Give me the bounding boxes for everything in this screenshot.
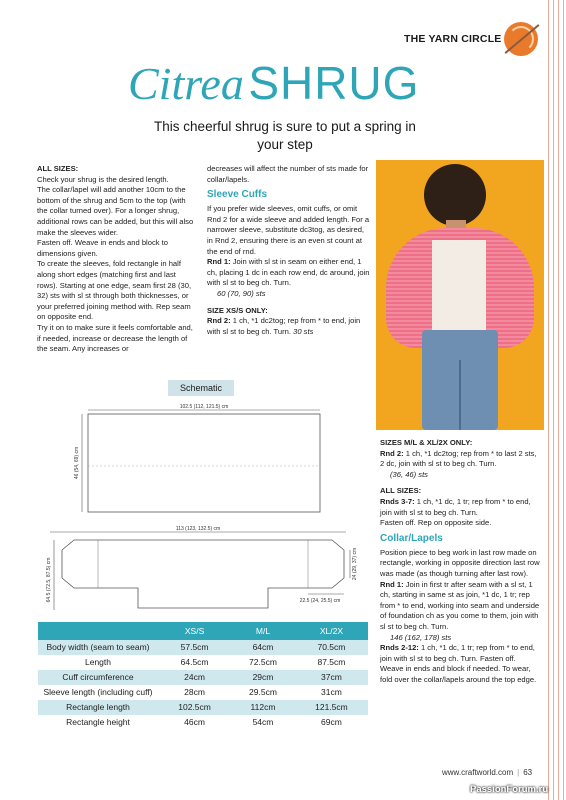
- photo-hair: [424, 164, 486, 226]
- paragraph: Check your shrug is the desired length.: [37, 174, 169, 184]
- total-width-label: 113 (123, 132.5) cm: [175, 526, 221, 532]
- sleeve-cuffs-heading: Sleeve Cuffs: [207, 189, 268, 201]
- table-cell: 64cm: [231, 640, 295, 655]
- all-sizes-heading: ALL SIZES:: [37, 164, 79, 173]
- rnd-text: Join in first tr after seam with a sl st, 1 ch, starting in same st as join, *1 dc, 1 tr; rep from * to end, working into seam and underside of foundation ch as you come to them, join with sl st to beg ch. Turn.: [380, 579, 540, 631]
- rnds-3-7: [380, 497, 542, 518]
- table-row: [38, 685, 368, 700]
- paragraph: Try it on to make sure it feels comfortable and, if needed, increase or decrease the length of the seam. Any increases or: [37, 322, 193, 354]
- paragraph: Fasten off. Rep on opposite side.: [380, 518, 492, 528]
- size-table: [38, 622, 368, 730]
- schematic-diagram: [38, 400, 368, 620]
- page-number: 63: [523, 768, 533, 777]
- rnd-2: [207, 316, 370, 337]
- rect-width-label: 102.5 (112, 121.5) cm: [179, 404, 229, 410]
- title-caps: SHRUG: [248, 57, 420, 109]
- table-header: [38, 622, 158, 640]
- photo-jeans-seam: [459, 360, 461, 430]
- table-header: XS/S: [158, 622, 231, 640]
- collar-rnds-2-12: [380, 643, 542, 664]
- model-photo: [376, 160, 544, 430]
- table-cell: Sleeve length (including cuff): [38, 685, 158, 700]
- rnd-2: [380, 449, 542, 470]
- table-cell: 37cm: [295, 670, 368, 685]
- rnd-text: Join with sl st in seam on either end, 1 ch, placing 1 dc in each row end, dc around, join with sl st to beg ch. Turn.: [207, 257, 370, 288]
- table-cell: 54cm: [231, 715, 295, 730]
- rnd-label: Rnds 3-7:: [380, 496, 415, 506]
- table-cell: 112cm: [231, 700, 295, 715]
- table-cell: 29cm: [231, 670, 295, 685]
- table-cell: Length: [38, 655, 158, 670]
- table-cell: 57.5cm: [158, 640, 231, 655]
- size-heading: SIZES M/L & XL/2X ONLY:: [380, 438, 473, 447]
- rnd-label: Rnd 2:: [207, 316, 231, 326]
- rnd-label: Rnds 2-12:: [380, 643, 419, 653]
- paragraph: The collar/lapel will add another 10cm to the bottom of the shrug and 5cm to the top (with the collar turned over). For a longer shrug, additional rows can be added, but this will also make the sleeves wider.: [37, 185, 194, 237]
- table-row: [38, 700, 368, 715]
- table-cell: Rectangle height: [38, 715, 158, 730]
- table-cell: 24cm: [158, 670, 231, 685]
- paragraph: If you prefer wide sleeves, omit cuffs, or omit Rnd 2 for a wide sleeve and added length. For a narrower sleeve, substitute dc3tog, as desired, in Rnd 2, ensuring there is an even st count at the end of rnd.: [207, 204, 370, 256]
- middle-column: [207, 164, 370, 337]
- table-cell: 102.5cm: [158, 700, 231, 715]
- table-cell: 64.5cm: [158, 655, 231, 670]
- table-header: XL/2X: [295, 622, 368, 640]
- website-link[interactable]: www.craftworld.com: [442, 768, 514, 777]
- all-sizes-heading: ALL SIZES:: [380, 486, 422, 496]
- rnd-1: [207, 257, 370, 289]
- paragraph: Position piece to beg work in last row made on rectangle, working in opposite direction last row was made (as though turning after last row).: [380, 547, 540, 578]
- cuff-height-label: 24 (29, 37) cm: [352, 547, 358, 581]
- table-cell: 28cm: [158, 685, 231, 700]
- stitch-count: 30 sts: [293, 326, 314, 336]
- rnd-text: 1 ch, *1 dc2tog; rep from * to last 2 sts, 2 dc, join with sl st to beg ch. Turn.: [380, 448, 537, 469]
- table-cell: Cuff circumference: [38, 670, 158, 685]
- stitch-count: 146 (162, 178) sts: [390, 632, 452, 642]
- rnd-text: 1 ch, *1 dc, 1 tr; rep from * to end, join with sl st to beg ch. Turn.: [380, 496, 531, 517]
- stitch-count: 60 (70, 90) sts: [217, 288, 266, 298]
- table-cell: 29.5cm: [231, 685, 295, 700]
- table-row: [38, 655, 368, 670]
- table-cell: Rectangle length: [38, 700, 158, 715]
- table-row: [38, 715, 368, 730]
- title-italic: Citrea: [128, 58, 244, 109]
- left-column: [37, 164, 197, 355]
- table-cell: 31cm: [295, 685, 368, 700]
- collar-rnd-1: [380, 580, 542, 633]
- rnd-text: 1 ch, *1 dc2tog; rep from * to end, join with sl st to beg ch. Turn.: [207, 316, 361, 336]
- table-header-row: [38, 622, 368, 640]
- page-title: [128, 56, 419, 110]
- stitch-count: (36, 46) sts: [390, 469, 428, 479]
- schematic-title: Schematic: [168, 380, 234, 396]
- table-row: [38, 670, 368, 685]
- rectangle-shape: [88, 414, 320, 512]
- table-cell: 46cm: [158, 715, 231, 730]
- rnd-text: 1 ch, *1 dc, 1 tr; rep from * to end, join with sl st to beg ch. Turn. Fasten off.: [380, 643, 535, 663]
- paragraph: Fasten off. Weave in ends and block to dimensions given.: [37, 238, 169, 258]
- table-cell: Body width (seam to seam): [38, 640, 158, 655]
- watermark: PassionForum.ru: [470, 784, 549, 795]
- brand-name: THE YARN CIRCLE: [404, 33, 502, 45]
- brand-header: [404, 22, 538, 56]
- size-heading: SIZE XS/S ONLY:: [207, 305, 268, 315]
- rnd-label: Rnd 2:: [380, 448, 404, 458]
- page-footer: www.craftworld.com | 63: [442, 768, 533, 777]
- rnd-label: Rnd 1:: [380, 579, 404, 589]
- table-cell: 70.5cm: [295, 640, 368, 655]
- rect-height-label: 46 (54, 69) cm: [74, 446, 80, 480]
- table-header: M/L: [231, 622, 295, 640]
- table-cell: 87.5cm: [295, 655, 368, 670]
- side-height-label: 64.5 (72.5, 87.5) cm: [46, 557, 52, 603]
- rnd-label: Rnd 1:: [207, 257, 231, 267]
- table-cell: 69cm: [295, 715, 368, 730]
- paragraph: Weave in ends and block if needed. To wear, fold over the collar/lapels around the top edge.: [380, 664, 537, 684]
- table-cell: 72.5cm: [231, 655, 295, 670]
- paragraph: decreases will affect the number of sts made for collar/lapels.: [207, 164, 369, 184]
- subtitle: This cheerful shrug is sure to put a spring in your step: [154, 119, 416, 152]
- cuff-length-label: 22.5 (24, 25.5) cm: [299, 598, 341, 604]
- table-cell: 121.5cm: [295, 700, 368, 715]
- photo-top: [432, 240, 486, 336]
- paragraph: To create the sleeves, fold rectangle in half along short edges (matching first and last rows). Starting at one edge, seam first 28 (30, 32) sts with sl st through both thicknesses, or your preferred joining method with. Rep seam on opposite end.: [37, 259, 192, 322]
- collar-lapels-heading: Collar/Lapels: [380, 532, 443, 544]
- right-column: [380, 438, 542, 685]
- table-row: [38, 640, 368, 655]
- page-edge-stripes: [544, 0, 566, 800]
